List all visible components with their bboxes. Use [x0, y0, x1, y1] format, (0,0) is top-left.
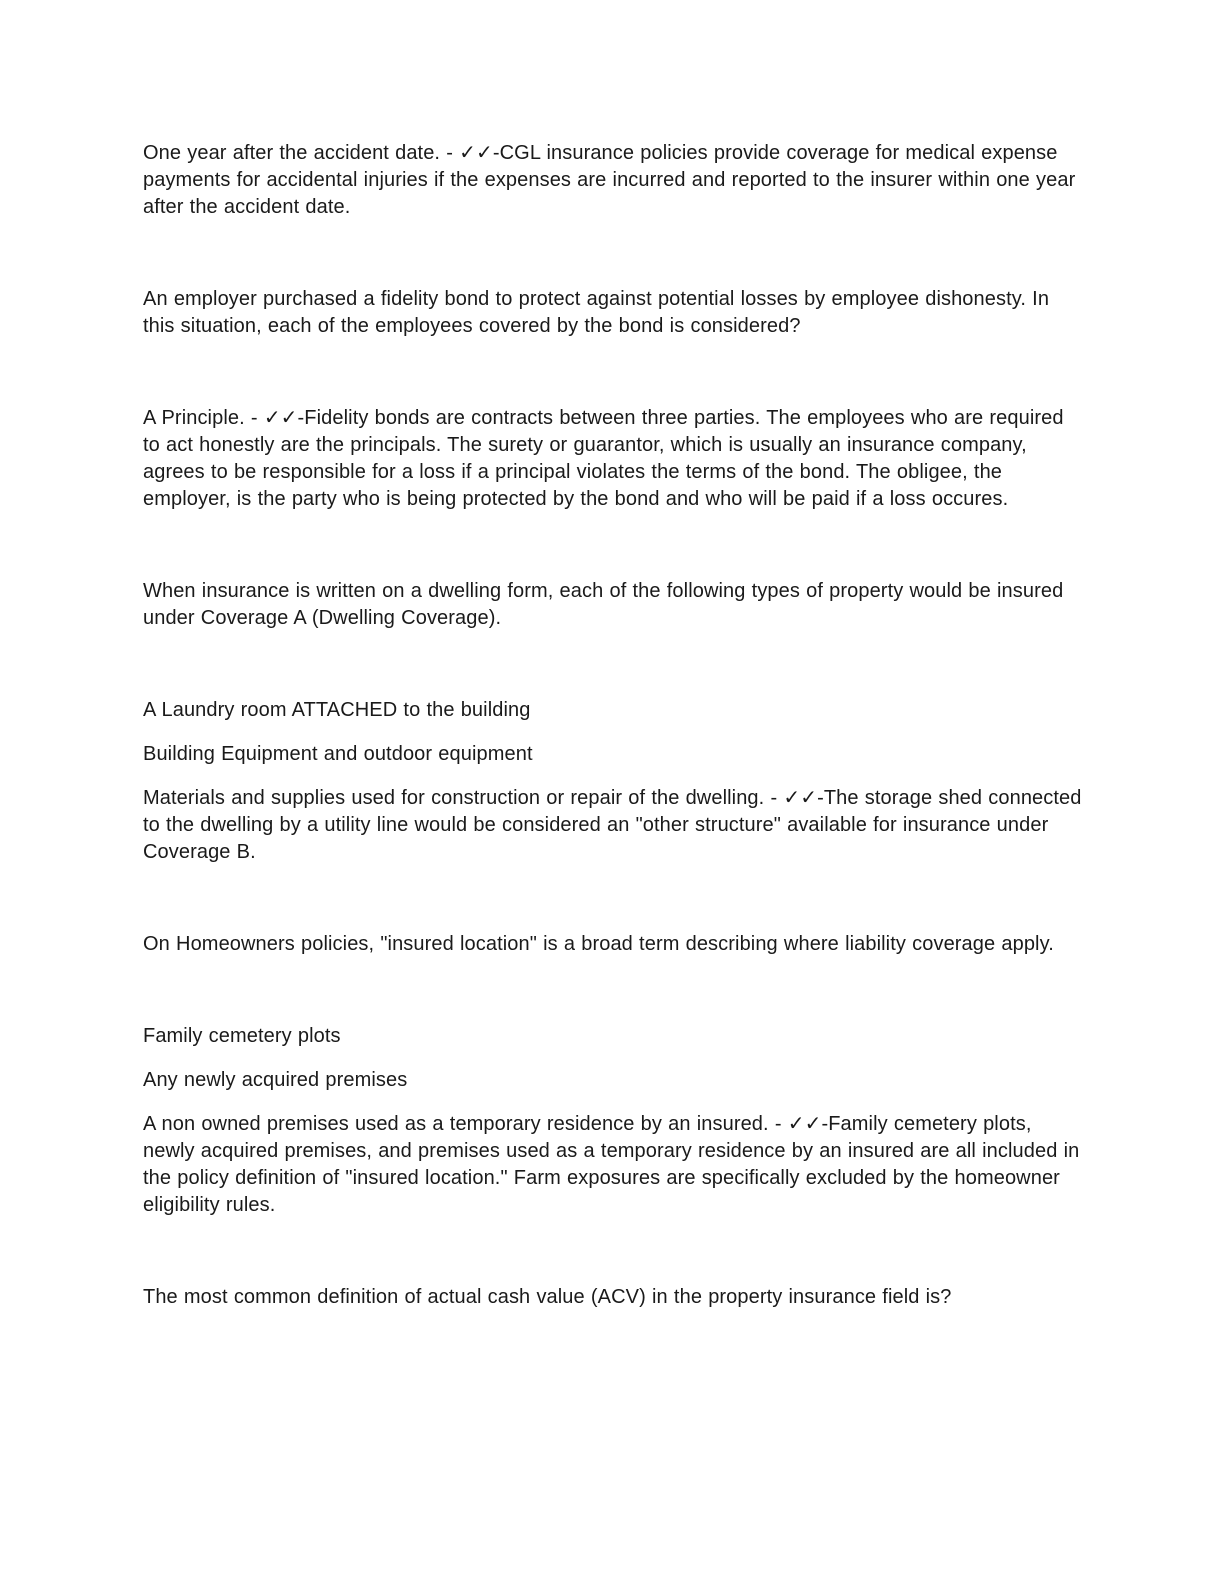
option-paragraph-laundry-room: A Laundry room ATTACHED to the building [143, 699, 531, 721]
answer-paragraph-materials-supplies: Materials and supplies used for construction or repair of the dwelling. - ✓✓-The storage shed connected to the dwelling by a utility line would be considered an "other structure" available for insurance under Coverage B. [143, 787, 1088, 863]
option-paragraph-family-cemetery-plots: Family cemetery plots [143, 1025, 341, 1047]
option-paragraph-newly-acquired-premises: Any newly acquired premises [143, 1069, 408, 1091]
question-paragraph-acv-definition: The most common definition of actual cash value (ACV) in the property insurance field is? [143, 1286, 952, 1308]
option-paragraph-building-equipment: Building Equipment and outdoor equipment [143, 743, 533, 765]
answer-paragraph-principle: A Principle. - ✓✓-Fidelity bonds are contracts between three parties. The employees who are required to act honestly are the principals. The surety or guarantor, which is usually an insurance company, agrees to be responsible for a loss if a principal violates the terms of the bond. The obligee, the employer, is the party who is being protected by the bond and who will be paid if a loss occures. [143, 407, 1070, 510]
answer-paragraph-non-owned-premises: A non owned premises used as a temporary residence by an insured. - ✓✓-Family cemetery plots, newly acquired premises, and premises used as a temporary residence by an insured are all included in the policy definition of "insured location." Farm exposures are specifically excluded by the homeowner eligibility rules. [143, 1113, 1086, 1216]
answer-paragraph-cgl-medical-expense: One year after the accident date. - ✓✓-CGL insurance policies provide coverage for medical expense payments for accidental injuries if the expenses are incurred and reported to the insurer within one year after the accident date. [143, 142, 1082, 218]
question-paragraph-insured-location: On Homeowners policies, "insured location" is a broad term describing where liability coverage apply. [143, 933, 1054, 955]
question-paragraph-fidelity-bond: An employer purchased a fidelity bond to protect against potential losses by employee dishonesty. In this situation, each of the employees covered by the bond is considered? [143, 288, 1056, 337]
question-paragraph-dwelling-form: When insurance is written on a dwelling form, each of the following types of property would be insured under Coverage A (Dwelling Coverage). [143, 580, 1070, 629]
